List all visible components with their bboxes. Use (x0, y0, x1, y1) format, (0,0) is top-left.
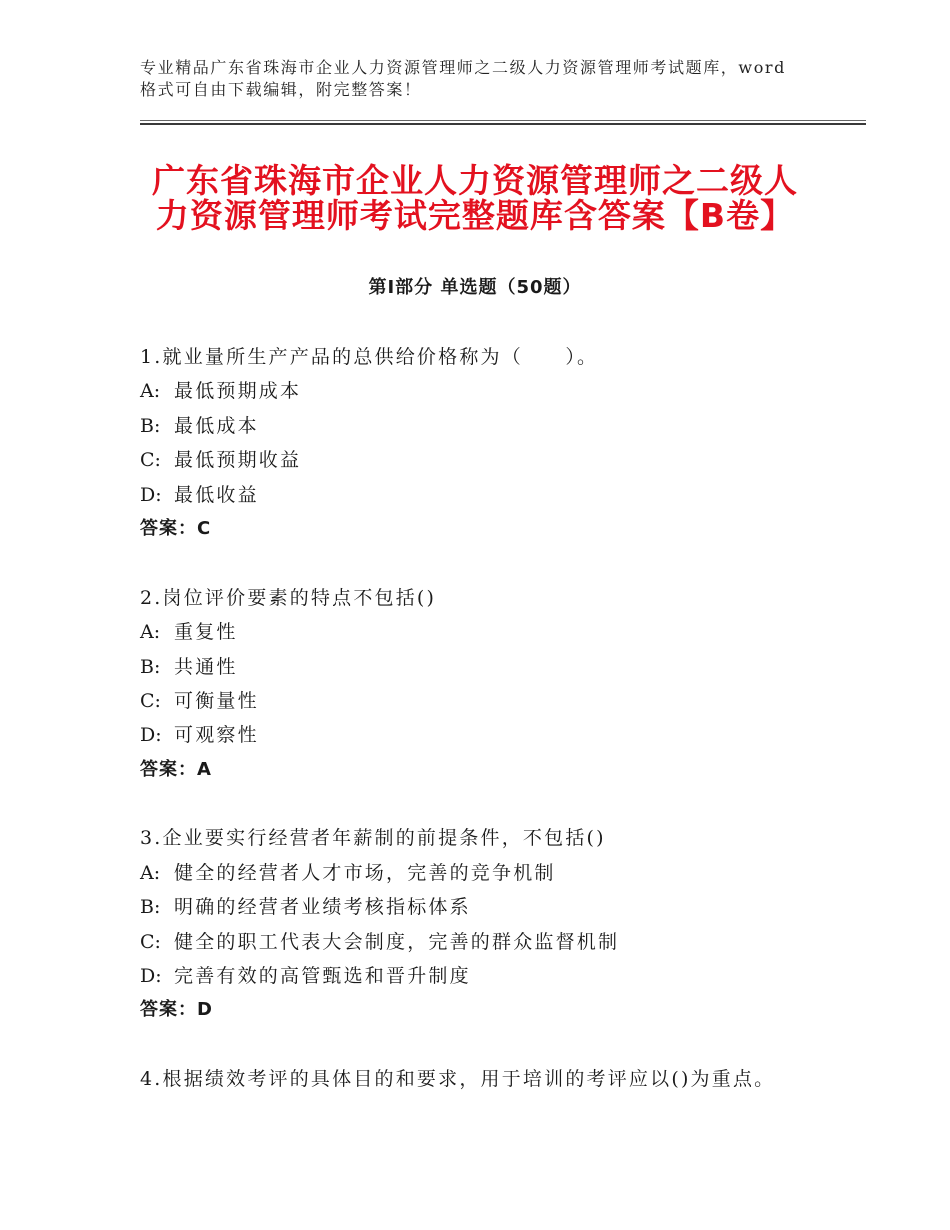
question-stem: 3.企业要实行经营者年薪制的前提条件，不包括() (140, 827, 606, 850)
option-b (140, 409, 866, 443)
header-note-line: 格式可自由下载编辑，附完整答案！ (140, 80, 422, 99)
option-label: C: (140, 689, 161, 712)
answer-value: A (197, 758, 212, 780)
option-b (140, 650, 866, 684)
question-stem: 4.根据绩效考评的具体目的和要求，用于培训的考评应以()为重点。 (140, 1068, 776, 1091)
question-1 (140, 340, 866, 546)
option-text: 重复性 (174, 621, 238, 644)
option-label: D: (140, 965, 162, 988)
answer (140, 512, 866, 546)
option-label: A: (140, 380, 161, 403)
option-text: 最低成本 (174, 414, 259, 437)
question-list (140, 340, 866, 1131)
option-label: C: (140, 930, 161, 953)
option-d (140, 959, 866, 993)
option-text: 完善有效的高管甄选和晋升制度 (174, 965, 471, 988)
answer-label: 答案： (140, 758, 197, 780)
option-text: 可衡量性 (174, 689, 259, 712)
option-label: C: (140, 449, 161, 472)
option-text: 最低预期成本 (174, 380, 302, 403)
option-label: B: (140, 896, 161, 919)
option-text: 可观察性 (174, 724, 259, 747)
option-label: A: (140, 621, 161, 644)
option-text: 明确的经营者业绩考核指标体系 (174, 896, 471, 919)
option-a (140, 615, 866, 649)
doc-title-line: 广东省珠海市企业人力资源管理师之二级人 (152, 161, 798, 200)
option-d (140, 478, 866, 512)
header-divider (140, 120, 866, 125)
answer-value: C (197, 517, 212, 539)
option-label: D: (140, 483, 162, 506)
option-text: 健全的经营者人才市场，完善的竞争机制 (174, 861, 556, 884)
question-4 (140, 1062, 866, 1096)
option-label: A: (140, 861, 161, 884)
option-c (140, 684, 866, 718)
question-stem: 1.就业量所生产产品的总供给价格称为（ ）。 (140, 346, 599, 368)
answer-value: D (197, 999, 213, 1021)
option-label: B: (140, 655, 161, 678)
header-note (140, 57, 866, 101)
doc-title-line: 力资源管理师考试完整题库含答案【B卷】 (155, 196, 795, 235)
answer-label: 答案： (140, 999, 197, 1021)
option-text: 最低预期收益 (174, 449, 302, 472)
header-note-line: 专业精品广东省珠海市企业人力资源管理师之二级人力资源管理师考试题库，word (140, 58, 787, 77)
doc-title (0, 163, 950, 233)
answer (140, 993, 866, 1027)
question-stem: 2.岗位评价要素的特点不包括() (140, 586, 437, 609)
question-2 (140, 581, 866, 787)
answer-label: 答案： (140, 517, 197, 539)
option-c (140, 443, 866, 477)
answer (140, 753, 866, 787)
option-label: D: (140, 724, 162, 747)
option-d (140, 718, 866, 752)
option-text: 共通性 (174, 655, 238, 678)
option-a (140, 856, 866, 890)
option-text: 最低收益 (174, 483, 259, 506)
question-3 (140, 821, 866, 1027)
option-b (140, 890, 866, 924)
section-heading: 第Ⅰ部分 单选题（50题） (368, 277, 582, 298)
option-text: 健全的职工代表大会制度，完善的群众监督机制 (174, 930, 620, 953)
option-label: B: (140, 414, 161, 437)
option-c (140, 925, 866, 959)
option-a (140, 374, 866, 408)
